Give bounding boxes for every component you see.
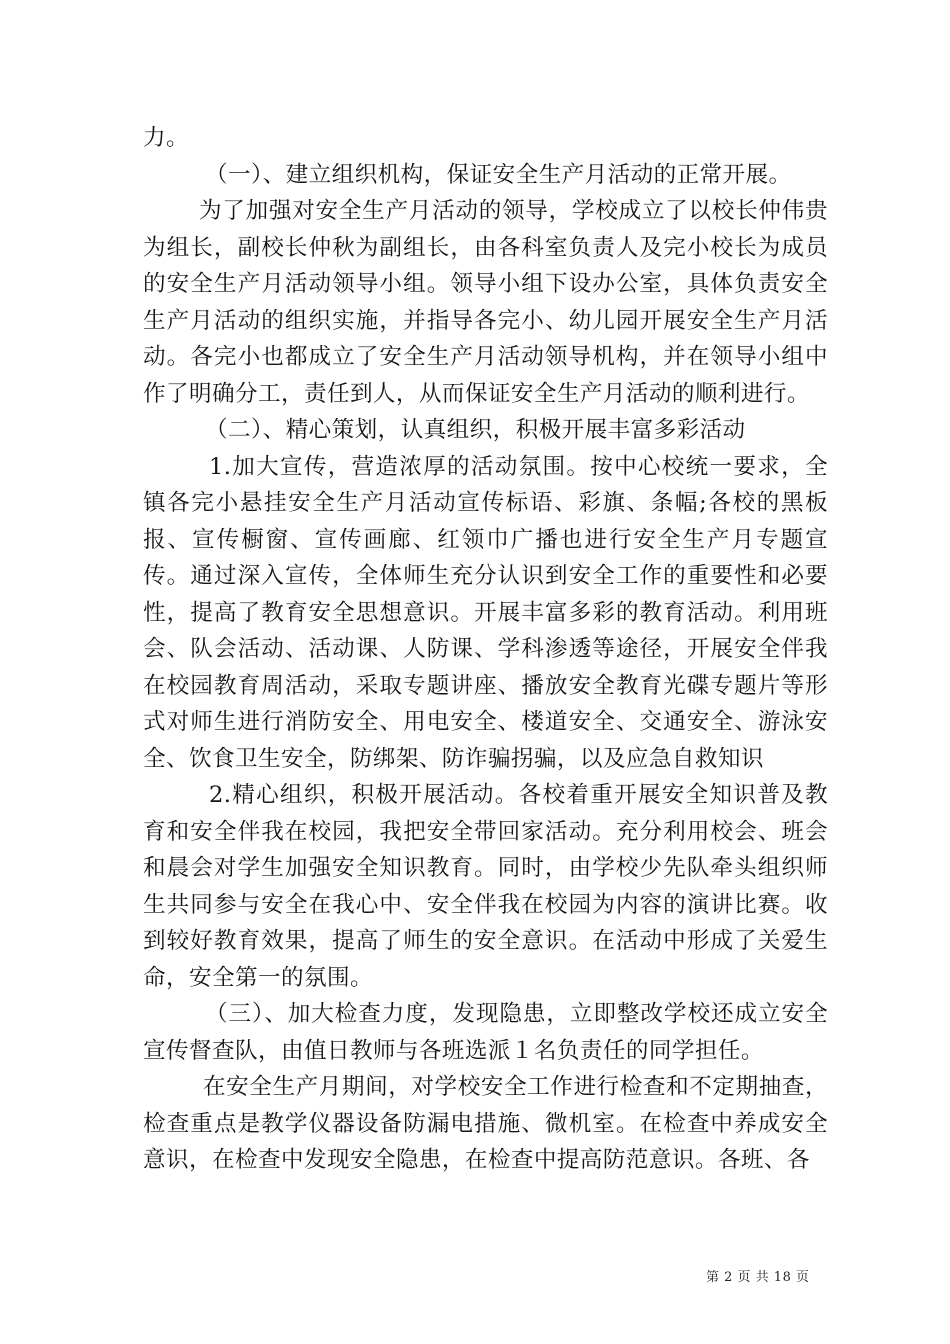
section-heading-2: （二）、精心策划，认真组织，积极开展丰富多彩活动: [205, 417, 746, 443]
paragraph-continuation: 力。: [143, 125, 189, 151]
section-heading-3: （三）、加大检查力度，发现隐患，立即整改学校还成立安全宣传督查队，由值日教师与各班选派１名负责任的同学担任。: [143, 1001, 828, 1064]
page-number: 第 2 页 共 18 页: [706, 1270, 810, 1285]
section-heading-1: （一）、建立组织机构，保证安全生产月活动的正常开展。: [205, 161, 792, 188]
paragraph-organization: 为了加强对安全生产月活动的领导，学校成立了以校长仲伟贵为组长，副校长仲秋为副组长，由各科室负责人及完小校长为成员的安全生产月活动领导小组。领导小组下设办公室，具体负责安全生产月活动的组织实施，并指导各完小、幼儿园开展安全生产月活动。各完小也都成立了安全生产月活动领导机构，并在领导小组中作了明确分工，责任到人，从而保证安全生产月活动的顺利进行。: [143, 198, 828, 407]
paragraph-activities: 2.精心组织，积极开展活动。各校着重开展安全知识普及教育和安全伴我在校园，我把安全带回家活动。充分利用校会、班会和晨会对学生加强安全知识教育。同时，由学校少先队牵头组织师生共同参与安全在我心中、安全伴我在校园为内容的演讲比赛。收到较好教育效果，提高了师生的安全意识。在活动中形成了关爱生命，安全第一的氛围。: [143, 782, 828, 991]
paragraph-inspection: 在安全生产月期间，对学校安全工作进行检查和不定期抽查，检查重点是教学仪器设备防漏电措施、微机室。在检查中养成安全意识，在检查中发现安全隐患，在检查中提高防范意识。各班、各: [143, 1074, 828, 1173]
paragraph-publicity: 1.加大宣传，营造浓厚的活动氛围。按中心校统一要求，全镇各完小悬挂安全生产月活动宣传标语、彩旗、条幅;各校的黑板报、宣传橱窗、宣传画廊、红领巾广播也进行安全生产月专题宣传。通过深入宣传，全体师生充分认识到安全工作的重要性和必要性，提高了教育安全思想意识。开展丰富多彩的教育活动。利用班会、队会活动、活动课、人防课、学科渗透等途径，开展安全伴我在校园教育周活动，采取专题讲座、播放安全教育光碟专题片等形式对师生进行消防安全、用电安全、楼道安全、交通安全、游泳安全、饮食卫生安全，防绑架、防诈骗拐骗，以及应急自救知识: [143, 453, 828, 772]
document-body: [143, 120, 828, 1179]
